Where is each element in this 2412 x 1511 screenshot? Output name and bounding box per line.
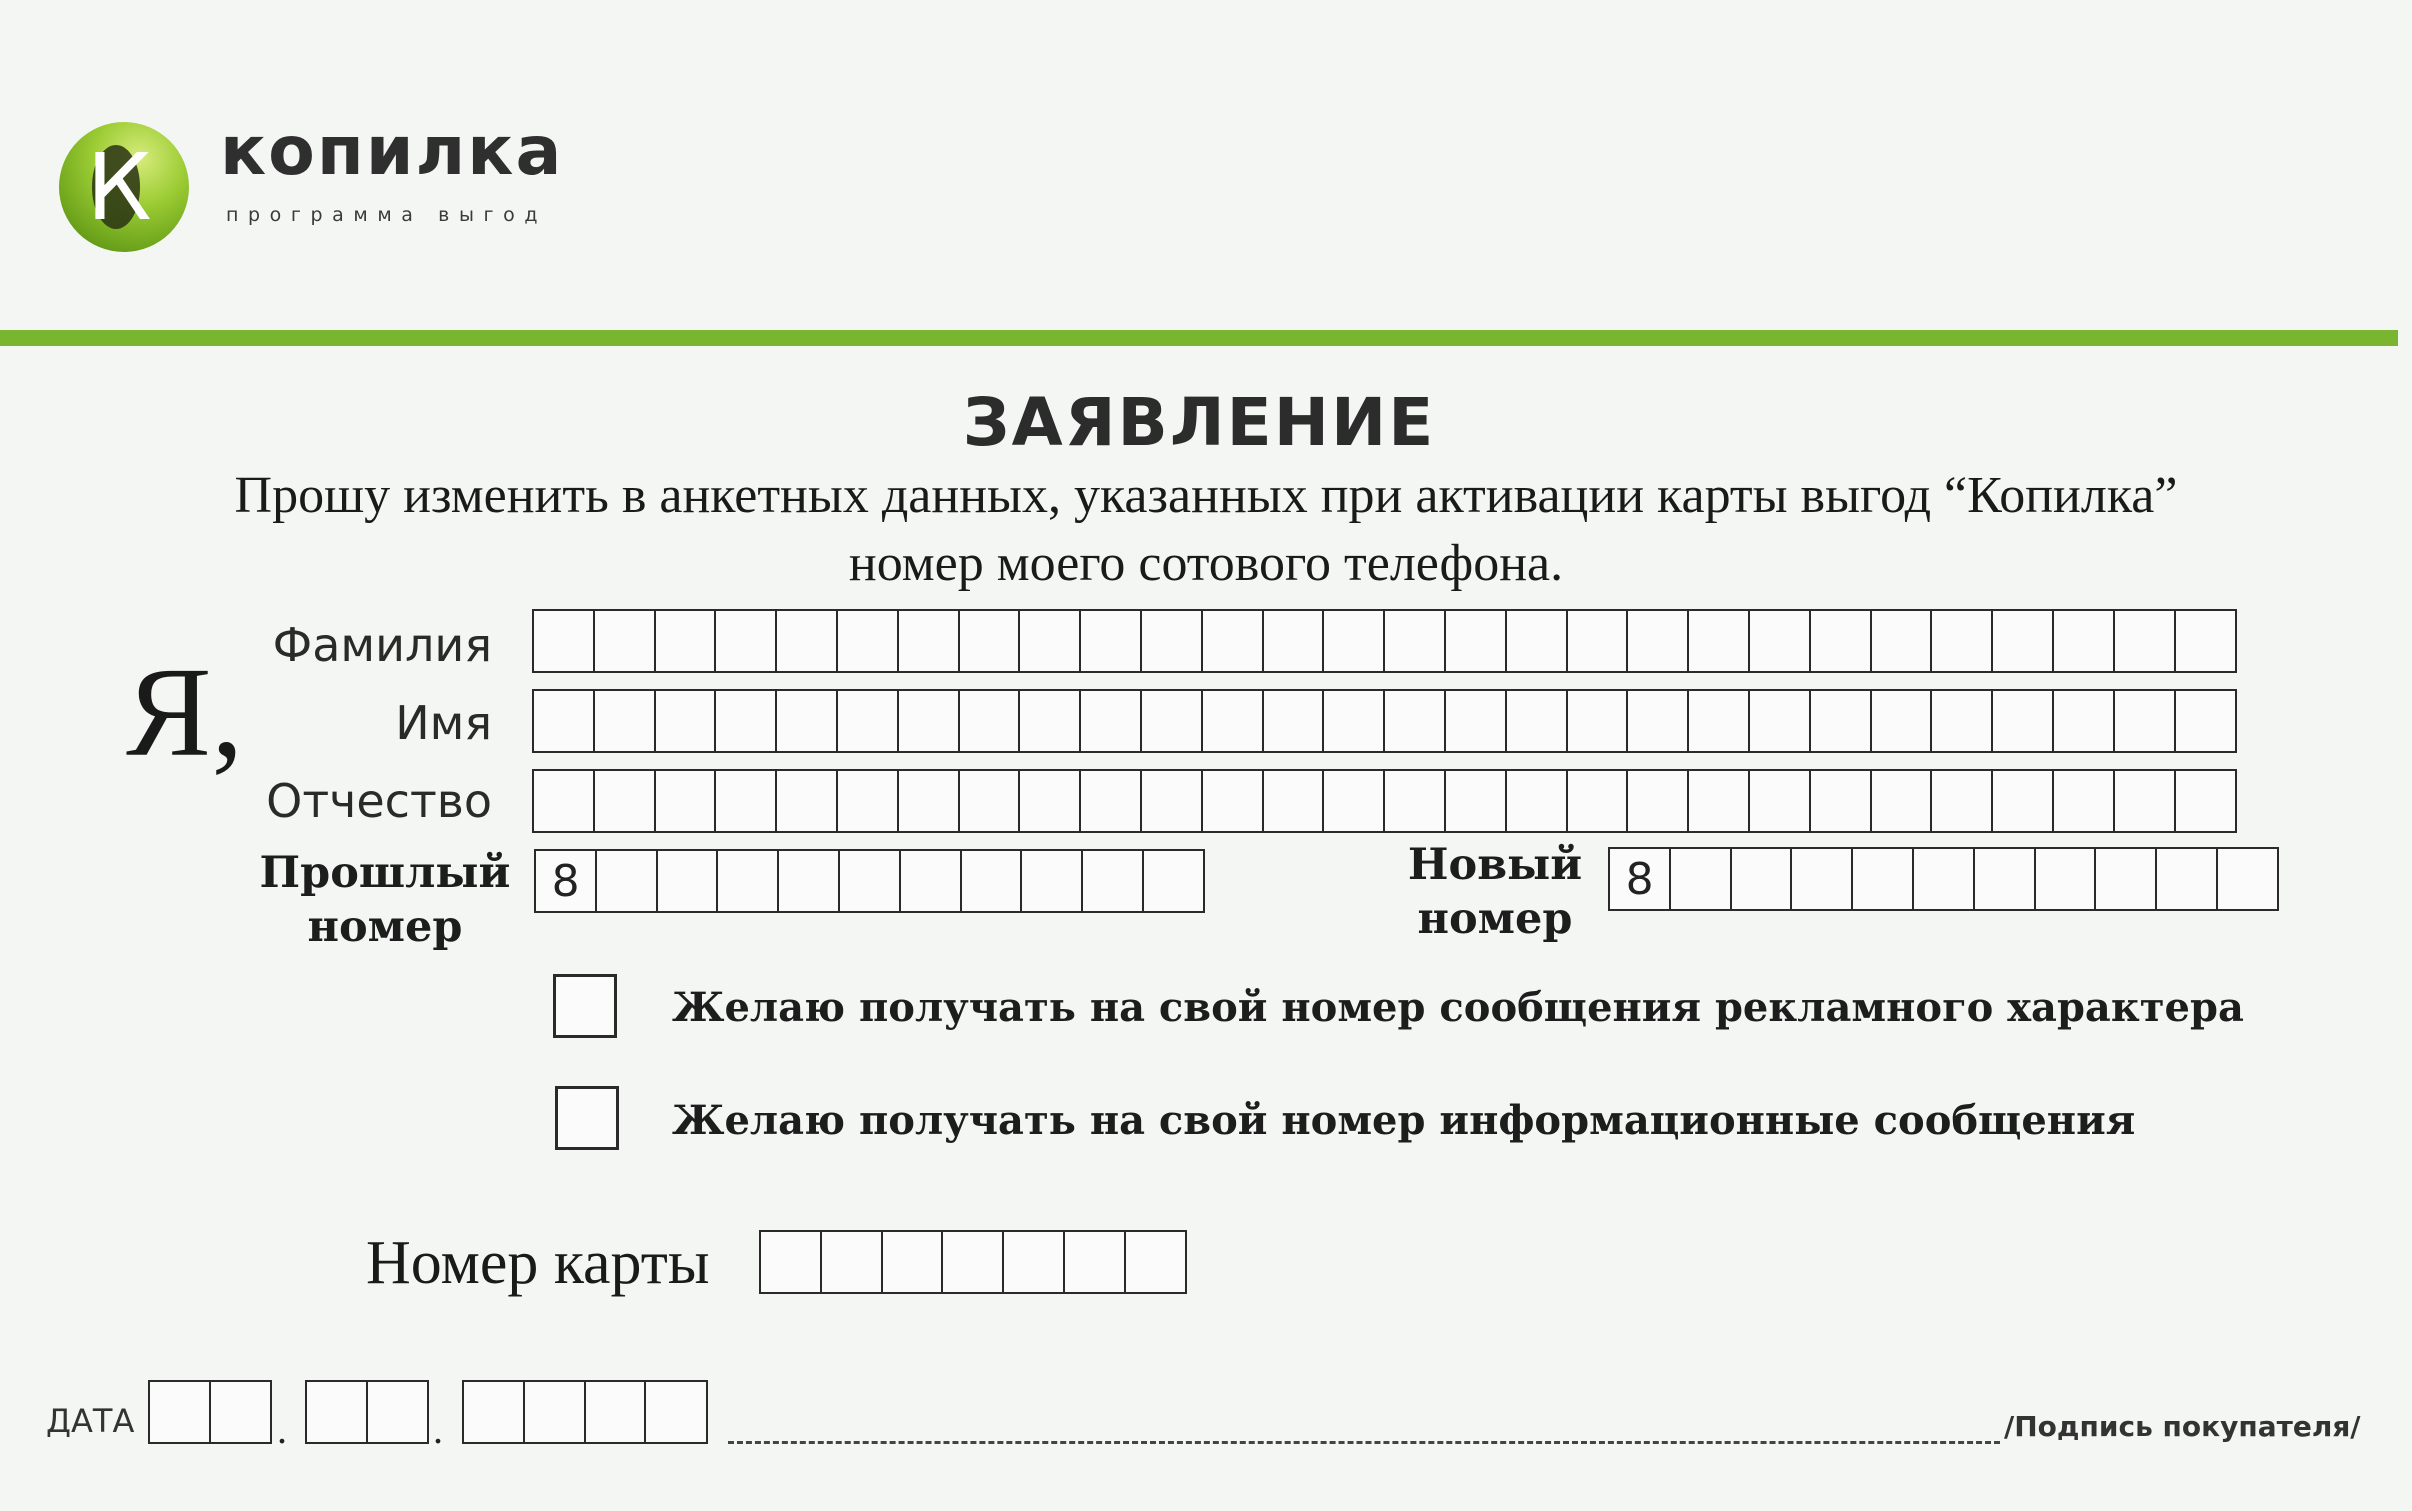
char-cell[interactable] xyxy=(1626,689,1689,753)
char-cell[interactable] xyxy=(148,1380,211,1444)
char-cell[interactable] xyxy=(1322,609,1385,673)
char-cell[interactable] xyxy=(899,849,962,913)
char-cell[interactable] xyxy=(960,849,1023,913)
char-cell[interactable] xyxy=(775,609,838,673)
char-cell[interactable] xyxy=(644,1380,707,1444)
char-cell[interactable] xyxy=(1930,769,1993,833)
surname-label: Фамилия xyxy=(272,618,492,672)
char-cell[interactable] xyxy=(1142,849,1205,913)
char-cell[interactable] xyxy=(1201,769,1264,833)
char-cell[interactable] xyxy=(777,849,840,913)
char-cell[interactable] xyxy=(654,609,717,673)
char-cell[interactable] xyxy=(2113,689,2176,753)
char-cell[interactable] xyxy=(897,609,960,673)
info-consent-label: Желаю получать на свой номер информационные сообщения xyxy=(672,1097,2136,1144)
char-cell[interactable] xyxy=(838,849,901,913)
char-cell[interactable] xyxy=(1991,689,2054,753)
old-phone-label-line1: Прошлый xyxy=(259,848,511,898)
intro-line-1: Прошу изменить в анкетных данных, указанных при активации карты выгод “Копилка” xyxy=(234,467,2178,524)
char-cell[interactable] xyxy=(1991,609,2054,673)
surname-field[interactable] xyxy=(532,609,2237,673)
char-cell[interactable] xyxy=(1505,689,1568,753)
new-phone-field[interactable] xyxy=(1608,847,2279,911)
char-cell[interactable] xyxy=(1669,847,1732,911)
char-cell[interactable] xyxy=(1079,609,1142,673)
char-cell[interactable] xyxy=(1912,847,1975,911)
char-cell[interactable] xyxy=(2174,609,2237,673)
ads-consent-checkbox[interactable] xyxy=(553,974,617,1038)
char-cell[interactable] xyxy=(532,689,595,753)
char-cell[interactable] xyxy=(1930,689,1993,753)
char-cell[interactable] xyxy=(654,769,717,833)
new-phone-label-line1: Новый xyxy=(1407,840,1583,890)
char-cell[interactable] xyxy=(1002,1230,1065,1294)
char-cell[interactable] xyxy=(1973,847,2036,911)
char-cell[interactable] xyxy=(958,689,1021,753)
char-cell[interactable] xyxy=(897,769,960,833)
char-cell[interactable] xyxy=(836,609,899,673)
card-number-field[interactable] xyxy=(759,1230,1187,1294)
char-cell[interactable] xyxy=(1079,689,1142,753)
ads-consent-label: Желаю получать на свой номер сообщения рекламного характера xyxy=(672,984,2244,1031)
char-cell[interactable] xyxy=(209,1380,272,1444)
char-cell[interactable] xyxy=(656,849,719,913)
signature-label: /Подпись покупателя/ xyxy=(2004,1410,2361,1443)
char-cell[interactable] xyxy=(1262,769,1325,833)
char-cell[interactable] xyxy=(1687,769,1750,833)
char-cell[interactable] xyxy=(2216,847,2279,911)
name-field[interactable] xyxy=(532,689,2237,753)
char-cell[interactable] xyxy=(593,689,656,753)
logo-letter: К xyxy=(86,134,152,241)
char-cell[interactable] xyxy=(716,849,779,913)
char-cell[interactable] xyxy=(714,689,777,753)
char-cell[interactable] xyxy=(1790,847,1853,911)
char-cell[interactable] xyxy=(532,609,595,673)
logo-tagline: программа выгод xyxy=(226,204,548,226)
char-cell[interactable] xyxy=(1870,689,1933,753)
char-cell[interactable] xyxy=(1566,609,1629,673)
new-phone-label xyxy=(1375,838,1615,946)
date-month-field[interactable] xyxy=(305,1380,429,1444)
document-title: ЗАЯВЛЕНИЕ xyxy=(962,384,1436,461)
char-cell[interactable] xyxy=(775,769,838,833)
char-cell[interactable] xyxy=(366,1380,429,1444)
char-cell[interactable] xyxy=(958,769,1021,833)
char-cell[interactable] xyxy=(714,769,777,833)
phone-prefix-cell[interactable]: 8 xyxy=(1608,847,1671,911)
date-separator-2: . xyxy=(433,1407,443,1452)
char-cell[interactable] xyxy=(941,1230,1004,1294)
char-cell[interactable] xyxy=(2113,609,2176,673)
char-cell[interactable] xyxy=(2174,769,2237,833)
char-cell[interactable] xyxy=(1444,609,1507,673)
new-phone-label-line2: номер xyxy=(1417,894,1573,944)
char-cell[interactable] xyxy=(1018,769,1081,833)
char-cell[interactable] xyxy=(836,689,899,753)
name-label: Имя xyxy=(395,696,492,750)
char-cell[interactable] xyxy=(595,849,658,913)
patronymic-label: Отчество xyxy=(266,774,492,828)
char-cell[interactable] xyxy=(523,1380,586,1444)
char-cell[interactable] xyxy=(1809,689,1872,753)
header-divider xyxy=(0,330,2398,346)
char-cell[interactable] xyxy=(2034,847,2097,911)
char-cell[interactable] xyxy=(1809,609,1872,673)
char-cell[interactable] xyxy=(1930,609,1993,673)
char-cell[interactable] xyxy=(2094,847,2157,911)
char-cell[interactable] xyxy=(958,609,1021,673)
char-cell[interactable] xyxy=(1851,847,1914,911)
char-cell[interactable] xyxy=(462,1380,525,1444)
char-cell[interactable] xyxy=(836,769,899,833)
char-cell[interactable] xyxy=(1748,609,1811,673)
char-cell[interactable] xyxy=(1322,689,1385,753)
char-cell[interactable] xyxy=(881,1230,944,1294)
char-cell[interactable] xyxy=(584,1380,647,1444)
char-cell[interactable] xyxy=(1566,689,1629,753)
char-cell[interactable] xyxy=(1730,847,1793,911)
char-cell[interactable] xyxy=(1140,609,1203,673)
char-cell[interactable] xyxy=(1140,689,1203,753)
char-cell[interactable] xyxy=(1505,609,1568,673)
logo-name: копилка xyxy=(220,112,564,191)
char-cell[interactable] xyxy=(1687,609,1750,673)
char-cell[interactable] xyxy=(2113,769,2176,833)
char-cell[interactable] xyxy=(1262,689,1325,753)
signature-line[interactable] xyxy=(728,1441,2000,1444)
intro-line-2: номер моего сотового телефона. xyxy=(848,535,1564,592)
char-cell[interactable] xyxy=(2052,689,2115,753)
char-cell[interactable] xyxy=(1566,769,1629,833)
char-cell[interactable] xyxy=(532,769,595,833)
date-separator-1: . xyxy=(277,1407,287,1452)
old-phone-label-line2: номер xyxy=(307,902,463,952)
char-cell[interactable] xyxy=(897,689,960,753)
char-cell[interactable] xyxy=(775,689,838,753)
phone-prefix-cell[interactable]: 8 xyxy=(534,849,597,913)
old-phone-label xyxy=(250,846,520,954)
char-cell[interactable] xyxy=(1140,769,1203,833)
char-cell[interactable] xyxy=(820,1230,883,1294)
char-cell[interactable] xyxy=(1870,769,1933,833)
date-year-field[interactable] xyxy=(462,1380,708,1444)
char-cell[interactable] xyxy=(1991,769,2054,833)
char-cell[interactable] xyxy=(2052,769,2115,833)
char-cell[interactable] xyxy=(1444,689,1507,753)
char-cell[interactable] xyxy=(593,609,656,673)
char-cell[interactable] xyxy=(1626,769,1689,833)
char-cell[interactable] xyxy=(1687,689,1750,753)
char-cell[interactable] xyxy=(1018,609,1081,673)
char-cell[interactable] xyxy=(1748,689,1811,753)
ya-label: Я, xyxy=(126,641,244,783)
char-cell[interactable] xyxy=(1081,849,1144,913)
char-cell[interactable] xyxy=(1444,769,1507,833)
logo-emblem xyxy=(59,122,189,252)
char-cell[interactable] xyxy=(1018,689,1081,753)
char-cell[interactable] xyxy=(593,769,656,833)
char-cell[interactable] xyxy=(1383,689,1446,753)
char-cell[interactable] xyxy=(1020,849,1083,913)
char-cell[interactable] xyxy=(1201,609,1264,673)
date-day-field[interactable] xyxy=(148,1380,272,1444)
info-consent-checkbox[interactable] xyxy=(555,1086,619,1150)
char-cell[interactable] xyxy=(1063,1230,1126,1294)
char-cell[interactable] xyxy=(1748,769,1811,833)
char-cell[interactable] xyxy=(759,1230,822,1294)
char-cell[interactable] xyxy=(1383,609,1446,673)
char-cell[interactable] xyxy=(305,1380,368,1444)
char-cell[interactable] xyxy=(1322,769,1385,833)
date-label: ДАТА xyxy=(46,1402,135,1440)
char-cell[interactable] xyxy=(1870,609,1933,673)
char-cell[interactable] xyxy=(654,689,717,753)
card-number-label: Номер карты xyxy=(366,1229,710,1297)
char-cell[interactable] xyxy=(1809,769,1872,833)
char-cell[interactable] xyxy=(714,609,777,673)
char-cell[interactable] xyxy=(1079,769,1142,833)
char-cell[interactable] xyxy=(1124,1230,1187,1294)
char-cell[interactable] xyxy=(2155,847,2218,911)
char-cell[interactable] xyxy=(1626,609,1689,673)
char-cell[interactable] xyxy=(2174,689,2237,753)
char-cell[interactable] xyxy=(1505,769,1568,833)
char-cell[interactable] xyxy=(1201,689,1264,753)
patronymic-field[interactable] xyxy=(532,769,2237,833)
char-cell[interactable] xyxy=(1383,769,1446,833)
old-phone-field[interactable] xyxy=(534,849,1205,913)
char-cell[interactable] xyxy=(2052,609,2115,673)
char-cell[interactable] xyxy=(1262,609,1325,673)
